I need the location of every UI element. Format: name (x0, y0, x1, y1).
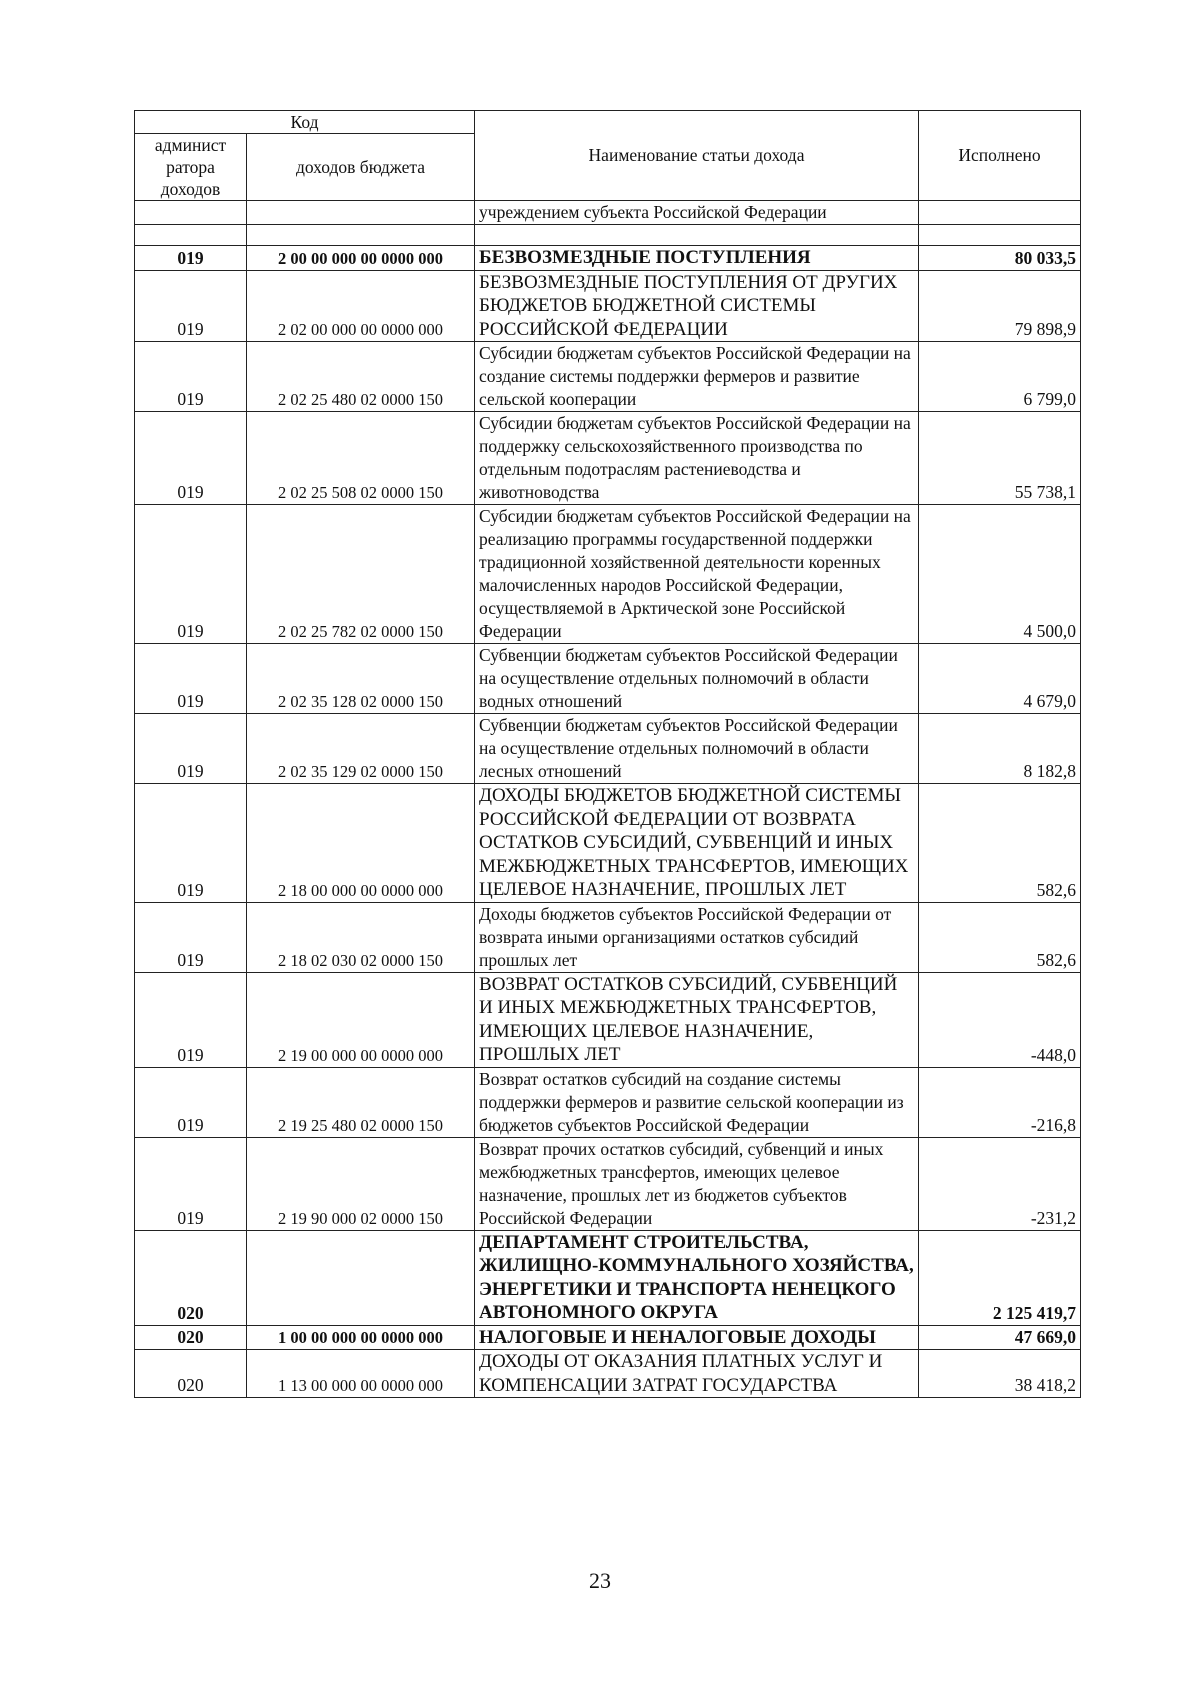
table-row (135, 1325, 1081, 1350)
name-cell: Субвенции бюджетам субъектов Российской Федерации на осуществление отдельных полномочий в области лесных отношений (475, 714, 919, 784)
value-cell: -231,2 (919, 1137, 1081, 1230)
value-cell: 55 738,1 (919, 412, 1081, 505)
table-row (135, 246, 1081, 271)
admin-cell: 020 (135, 1325, 247, 1350)
value-cell: 6 799,0 (919, 342, 1081, 412)
value-cell: 582,6 (919, 784, 1081, 903)
table-row (135, 270, 1081, 342)
name-cell: ДЕПАРТАМЕНТ СТРОИТЕЛЬСТВА, ЖИЛИЩНО-КОММУНАЛЬНОГО ХОЗЯЙСТВА, ЭНЕРГЕТИКИ И ТРАНСПОРТА НЕНЕЦКОГО АВТОНОМНОГО ОКРУГА (475, 1230, 919, 1325)
table-row (135, 342, 1081, 412)
admin-cell: 019 (135, 972, 247, 1067)
table-row (135, 1350, 1081, 1398)
code-cell: 2 02 35 129 02 0000 150 (247, 714, 475, 784)
name-cell: НАЛОГОВЫЕ И НЕНАЛОГОВЫЕ ДОХОДЫ (475, 1325, 919, 1350)
name-cell: ДОХОДЫ ОТ ОКАЗАНИЯ ПЛАТНЫХ УСЛУГ И КОМПЕНСАЦИИ ЗАТРАТ ГОСУДАРСТВА (475, 1350, 919, 1398)
code-cell (247, 201, 475, 225)
value-cell: 4 500,0 (919, 505, 1081, 644)
admin-cell: 019 (135, 1137, 247, 1230)
value-cell: 79 898,9 (919, 270, 1081, 342)
admin-cell: 019 (135, 270, 247, 342)
value-cell: 47 669,0 (919, 1325, 1081, 1350)
admin-cell: 019 (135, 1067, 247, 1137)
value-cell: 8 182,8 (919, 714, 1081, 784)
admin-cell: 019 (135, 246, 247, 271)
table-body (135, 201, 1081, 1398)
budget-table (134, 110, 1081, 1398)
value-cell: 4 679,0 (919, 644, 1081, 714)
value-cell: -216,8 (919, 1067, 1081, 1137)
header-admin: админист ратора доходов (135, 134, 247, 201)
carryover-row (135, 201, 1081, 225)
admin-cell: 019 (135, 644, 247, 714)
name-cell: Субсидии бюджетам субъектов Российской Федерации на создание системы поддержки фермеров и развитие сельской кооперации (475, 342, 919, 412)
name-cell: БЕЗВОЗМЕЗДНЫЕ ПОСТУПЛЕНИЯ ОТ ДРУГИХ БЮДЖЕТОВ БЮДЖЕТНОЙ СИСТЕМЫ РОССИЙСКОЙ ФЕДЕРАЦИИ (475, 270, 919, 342)
table-row (135, 505, 1081, 644)
code-cell: 2 19 25 480 02 0000 150 (247, 1067, 475, 1137)
table-row (135, 1230, 1081, 1325)
admin-cell: 019 (135, 342, 247, 412)
table-row (135, 412, 1081, 505)
value-cell (919, 201, 1081, 225)
page-number: 23 (589, 1568, 611, 1593)
value-cell: -448,0 (919, 972, 1081, 1067)
code-cell: 2 02 35 128 02 0000 150 (247, 644, 475, 714)
header-income-code: доходов бюджета (247, 134, 475, 201)
header-kod: Код (135, 111, 475, 134)
table-row (135, 714, 1081, 784)
code-cell: 2 02 25 480 02 0000 150 (247, 342, 475, 412)
value-cell: 38 418,2 (919, 1350, 1081, 1398)
name-cell: БЕЗВОЗМЕЗДНЫЕ ПОСТУПЛЕНИЯ (475, 246, 919, 271)
admin-cell: 020 (135, 1350, 247, 1398)
value-cell: 582,6 (919, 902, 1081, 972)
code-cell: 2 02 25 782 02 0000 150 (247, 505, 475, 644)
code-cell (247, 1230, 475, 1325)
value-cell: 80 033,5 (919, 246, 1081, 271)
table-row (135, 902, 1081, 972)
code-cell: 1 13 00 000 00 0000 000 (247, 1350, 475, 1398)
name-cell: Субсидии бюджетам субъектов Российской Федерации на поддержку сельскохозяйственного производства по отдельным подотраслям растениеводства и животноводства (475, 412, 919, 505)
table-row (135, 1137, 1081, 1230)
admin-cell: 019 (135, 902, 247, 972)
admin-cell: 019 (135, 784, 247, 903)
name-cell: Субсидии бюджетам субъектов Российской Федерации на реализацию программы государственной поддержки традиционной хозяйственной деятельности коренных малочисленных народов Российской Федерации, осуществляемой в Арктической зоне Российской Федерации (475, 505, 919, 644)
admin-cell: 019 (135, 505, 247, 644)
value-cell: 2 125 419,7 (919, 1230, 1081, 1325)
code-cell: 2 02 00 000 00 0000 000 (247, 270, 475, 342)
name-cell: ВОЗВРАТ ОСТАТКОВ СУБСИДИЙ, СУБВЕНЦИЙ И ИНЫХ МЕЖБЮДЖЕТНЫХ ТРАНСФЕРТОВ, ИМЕЮЩИХ ЦЕЛЕВОЕ НАЗНАЧЕНИЕ, ПРОШЛЫХ ЛЕТ (475, 972, 919, 1067)
code-cell: 2 18 02 030 02 0000 150 (247, 902, 475, 972)
header-name: Наименование статьи дохода (475, 111, 919, 201)
admin-cell: 019 (135, 412, 247, 505)
name-cell: Возврат прочих остатков субсидий, субвенций и иных межбюджетных трансфертов, имеющих целевое назначение, прошлых лет из бюджетов субъектов Российской Федерации (475, 1137, 919, 1230)
name-cell: Субвенции бюджетам субъектов Российской Федерации на осуществление отдельных полномочий в области водных отношений (475, 644, 919, 714)
spacer-row (135, 225, 1081, 246)
code-cell: 1 00 00 000 00 0000 000 (247, 1325, 475, 1350)
name-cell: ДОХОДЫ БЮДЖЕТОВ БЮДЖЕТНОЙ СИСТЕМЫ РОССИЙСКОЙ ФЕДЕРАЦИИ ОТ ВОЗВРАТА ОСТАТКОВ СУБСИДИЙ, СУБВЕНЦИЙ И ИНЫХ МЕЖБЮДЖЕТНЫХ ТРАНСФЕРТОВ, ИМЕЮЩИХ ЦЕЛЕВОЕ НАЗНАЧЕНИЕ, ПРОШЛЫХ ЛЕТ (475, 784, 919, 903)
code-cell: 2 19 90 000 02 0000 150 (247, 1137, 475, 1230)
table-row (135, 784, 1081, 903)
code-cell: 2 00 00 000 00 0000 000 (247, 246, 475, 271)
table-header (135, 111, 1081, 201)
name-cell: Доходы бюджетов субъектов Российской Федерации от возврата иными организациями остатков субсидий прошлых лет (475, 902, 919, 972)
admin-cell (135, 201, 247, 225)
name-cell: учреждением субъекта Российской Федерации (475, 201, 919, 225)
name-cell: Возврат остатков субсидий на создание системы поддержки фермеров и развитие сельской кооперации из бюджетов субъектов Российской Федерации (475, 1067, 919, 1137)
table-row (135, 1067, 1081, 1137)
admin-cell: 020 (135, 1230, 247, 1325)
admin-cell: 019 (135, 714, 247, 784)
code-cell: 2 19 00 000 00 0000 000 (247, 972, 475, 1067)
table-row (135, 644, 1081, 714)
header-executed: Исполнено (919, 111, 1081, 201)
code-cell: 2 02 25 508 02 0000 150 (247, 412, 475, 505)
table-row (135, 972, 1081, 1067)
code-cell: 2 18 00 000 00 0000 000 (247, 784, 475, 903)
